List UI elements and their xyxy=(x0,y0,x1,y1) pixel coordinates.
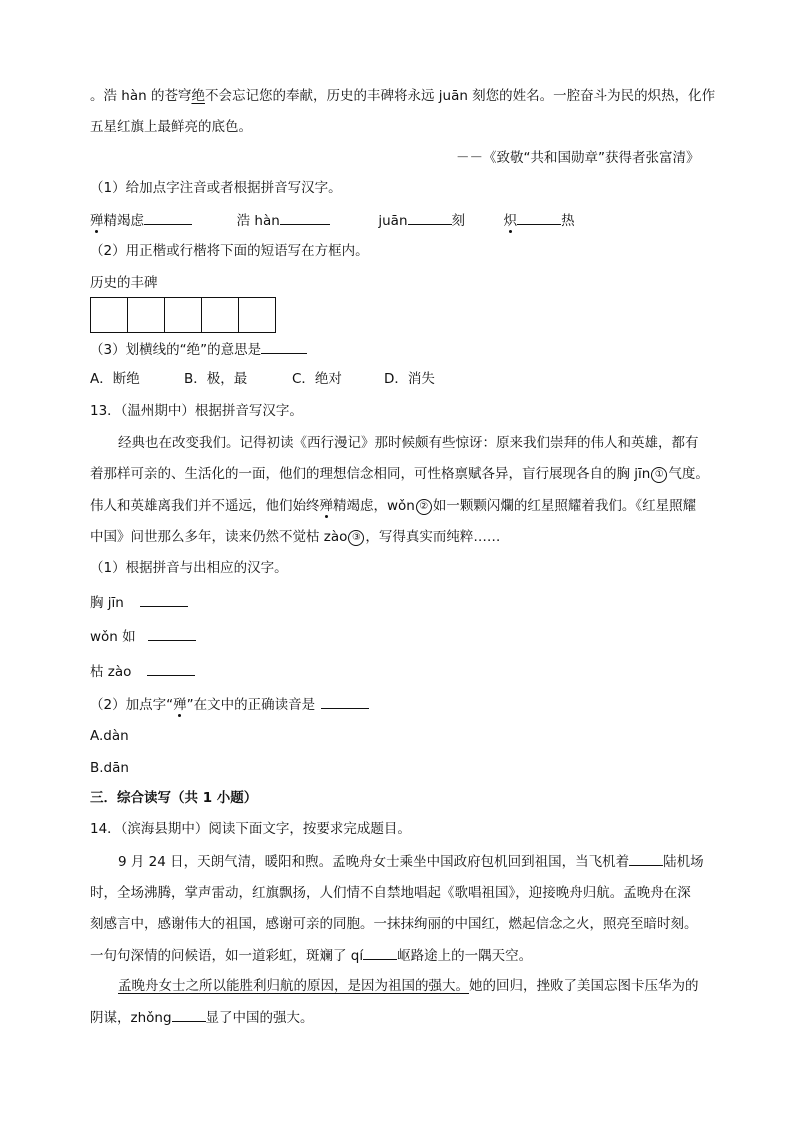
q14-para-line-6 xyxy=(90,1007,314,1028)
passage-text: 。浩 hàn 的苍穹 xyxy=(90,88,192,104)
answer-blank[interactable] xyxy=(148,626,196,641)
q14-para-line-2: 时，全场沸腾，掌声雷动，红旗飘扬，人们情不自禁地唱起《歌唱祖国》，迎接晚舟归航。孟晚舟在深 xyxy=(90,885,691,901)
q13-text: 伟人和英雄离我们并不遥远，他们始终 xyxy=(90,498,320,514)
q14-header: 14．（滨海县期中）阅读下面文字，按要求完成题目。 xyxy=(90,821,411,837)
q13-blank-row-1 xyxy=(90,592,188,613)
underlined-jue: 绝 xyxy=(191,88,205,104)
q13-blank-label: wǒn 如 xyxy=(90,629,136,645)
q14-text: 显了中国的强大。 xyxy=(205,1010,314,1026)
answer-blank[interactable] xyxy=(363,945,397,960)
q14-text: 她的回归，挫败了美国忘图卡压华为的 xyxy=(469,978,699,994)
q13-text: 气度。 xyxy=(668,466,709,482)
passage-line-2: 五星红旗上最鲜亮的底色。 xyxy=(90,119,252,135)
q13-text: 如一颗颗闪爛的红星照耀着我们。《红星照耀 xyxy=(432,498,697,514)
q1-item3-text: juān xyxy=(378,213,408,229)
q13-text: 中国》问世那么多年，读来仍然不觉枯 zào xyxy=(90,529,348,545)
q14-text: 岖路途上的一隅天空。 xyxy=(397,948,533,964)
q13-para-line-2 xyxy=(90,464,709,484)
q13-option-b[interactable]: B.dān xyxy=(90,760,129,776)
q14-para-line-5 xyxy=(118,976,699,996)
q13-blank-row-3 xyxy=(90,661,195,682)
q3-title xyxy=(90,339,307,360)
answer-blank[interactable] xyxy=(261,339,307,354)
q13-sub2 xyxy=(90,694,369,715)
q3-title-text: （3）划横线的“绝”的意思是 xyxy=(90,342,262,358)
q1-items xyxy=(90,210,575,231)
q13-text: （2）加点字“ xyxy=(90,697,174,713)
q13-header: 13．（温州期中）根据拼音写汉字。 xyxy=(90,403,303,419)
option-c[interactable]: C．绝对 xyxy=(292,371,342,387)
answer-blank[interactable] xyxy=(517,210,561,225)
q1-item3-suffix: 刻 xyxy=(451,213,466,229)
q13-blank-row-2 xyxy=(90,626,196,647)
q14-text: 一句句深情的问候语，如一道彩虹，斑斓了 qí xyxy=(90,948,364,964)
writing-boxes xyxy=(90,297,275,333)
writing-box[interactable] xyxy=(164,297,202,333)
option-b[interactable]: B．极，最 xyxy=(184,371,248,387)
q1-title: （1）给加点字注音或者根据拼音写汉字。 xyxy=(90,180,342,196)
answer-blank[interactable] xyxy=(408,210,452,225)
passage-text: 不会忘记您的奉献，历史的丰碑将永远 juān 刻您的姓名。一腔奋斗为民的炽热，化作 xyxy=(204,88,716,104)
writing-box[interactable] xyxy=(238,297,276,333)
answer-blank[interactable] xyxy=(147,661,195,676)
q13-option-a[interactable]: A.dàn xyxy=(90,728,129,744)
q13-blank-label: 胸 jīn xyxy=(90,595,124,611)
option-d[interactable]: D．消失 xyxy=(384,371,435,387)
writing-box[interactable] xyxy=(127,297,165,333)
q14-para-line-3: 刻感言中，感谢伟大的祖国，感谢可亲的同胞。一抹抹绚丽的中国红，燃起信念之火，照亮至暗时刻。 xyxy=(90,916,698,932)
answer-blank[interactable] xyxy=(629,851,663,866)
underlined-sentence: 孟晚舟女士之所以能胜利归航的原因，是因为祖国的强大。 xyxy=(118,978,469,994)
section-3-title: 三．综合读写（共 1 小题） xyxy=(90,790,258,806)
answer-blank[interactable] xyxy=(280,210,330,225)
q13-para-line-1: 经典也在改变我们。记得初读《西行漫记》那时候颇有些惊讶：原来我们崇拜的伟人和英雄，都有 xyxy=(118,435,699,451)
q13-para-line-3 xyxy=(90,496,696,516)
circled-number: ② xyxy=(416,499,432,515)
writing-box[interactable] xyxy=(90,297,128,333)
q2-title: （2）用正楷或行楷将下面的短语写在方框内。 xyxy=(90,243,369,259)
q14-text: 阴谋，zhǒng xyxy=(90,1010,172,1026)
option-a[interactable]: A．断绝 xyxy=(90,371,140,387)
q1-item4-suffix: 热 xyxy=(561,213,575,229)
q14-text: 陆机场 xyxy=(663,854,704,870)
dotted-char: 炽 xyxy=(503,213,518,229)
q13-text: ”在文中的正确读音是 xyxy=(186,697,316,713)
q13-text: ，写得真实而纯粹…… xyxy=(365,529,501,545)
q1-item2-text: 浩 hàn xyxy=(236,213,280,229)
q14-text: 9 月 24 日，天朗气清，暖阳和煦。孟晚舟女士乘坐中国政府包机回到祖国，当飞机着 xyxy=(118,854,630,870)
q2-phrase: 历史的丰碑 xyxy=(90,275,158,291)
answer-blank[interactable] xyxy=(144,210,192,225)
q13-text: 精竭虑，wǒn xyxy=(333,498,415,514)
passage-source: －－《致敬“共和国勋章”获得者张富清》 xyxy=(456,150,700,166)
q1-item1-text: 精竭虑 xyxy=(103,213,144,229)
q13-blank-label: 枯 zào xyxy=(90,664,132,680)
dotted-char: 殚 xyxy=(90,213,104,229)
q13-sub1: （1）根据拼音与出相应的汉字。 xyxy=(90,560,288,576)
q14-para-line-1 xyxy=(118,851,704,872)
q13-para-line-4 xyxy=(90,527,500,547)
q13-text: 着那样可亲的、生活化的一面，他们的理想信念相同，可性格禀赋各异，盲行展现各自的胸 jīn xyxy=(90,466,651,482)
dotted-char: 殚 xyxy=(173,697,187,713)
dotted-char: 殚 xyxy=(319,498,333,514)
writing-box[interactable] xyxy=(201,297,239,333)
answer-blank[interactable] xyxy=(321,694,369,709)
answer-blank[interactable] xyxy=(140,592,188,607)
circled-number: ① xyxy=(651,467,667,483)
circled-number: ③ xyxy=(348,530,364,546)
q14-para-line-4 xyxy=(90,945,532,966)
passage-line-1 xyxy=(90,86,715,106)
answer-blank[interactable] xyxy=(172,1007,206,1022)
q3-options xyxy=(90,369,435,389)
